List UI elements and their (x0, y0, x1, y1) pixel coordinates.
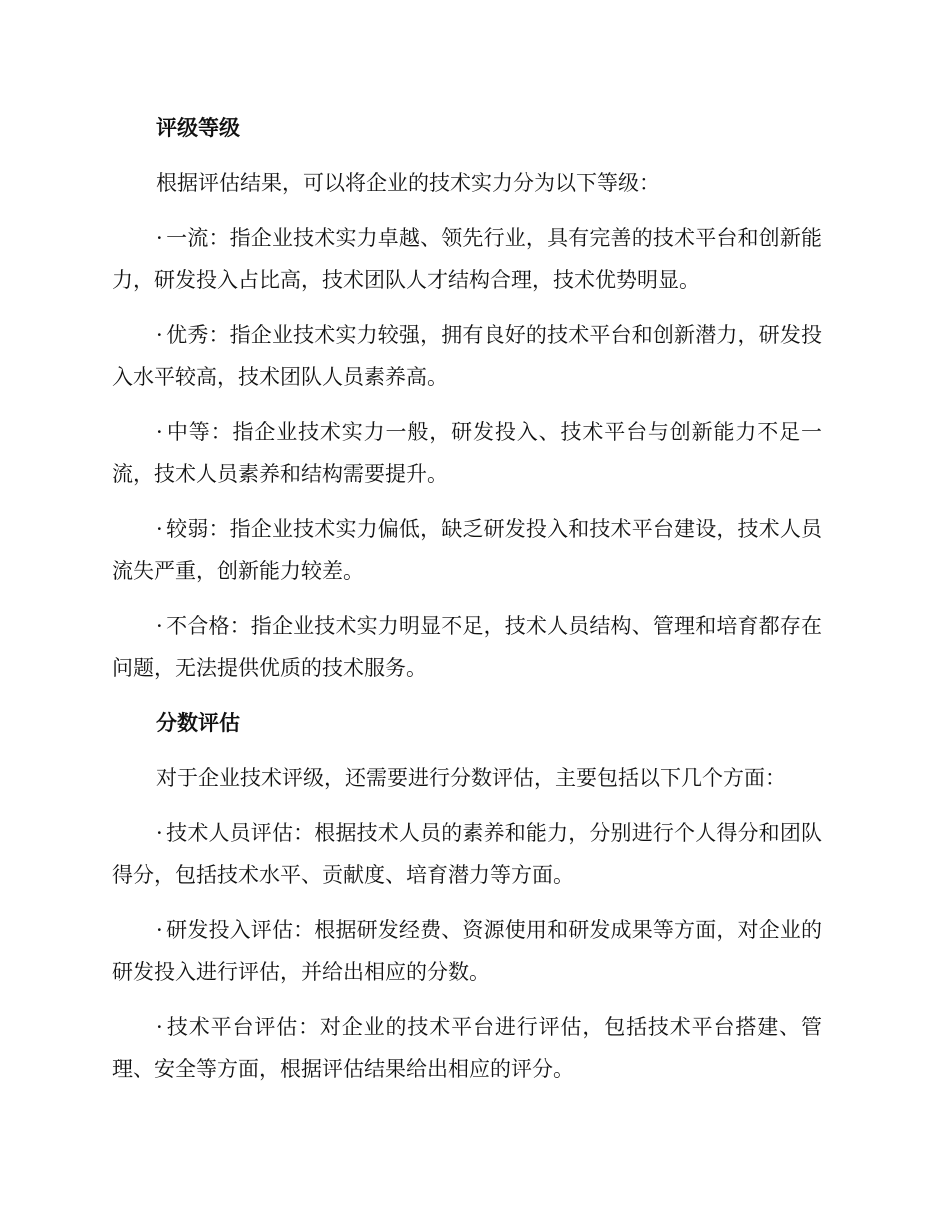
bullet-icon: · (156, 821, 163, 845)
bullet-item (112, 605, 822, 689)
document-page (112, 107, 822, 1103)
bullet-icon: · (156, 614, 163, 638)
bullet-text: 一流：指企业技术实力卓越、领先行业，具有完善的技术平台和创新能力，研发投入占比高，技术团队人才结构合理，技术优势明显。 (112, 226, 822, 292)
bullet-icon: · (156, 226, 163, 250)
bullet-text: 优秀：指企业技术实力较强，拥有良好的技术平台和创新潜力，研发投入水平较高，技术团队人员素养高。 (112, 323, 822, 389)
bullet-item (112, 909, 822, 993)
bullet-icon: · (156, 1015, 163, 1039)
bullet-icon: · (156, 918, 163, 942)
bullet-text: 研发投入评估：根据研发经费、资源使用和研发成果等方面，对企业的研发投入进行评估，并给出相应的分数。 (112, 918, 822, 984)
section-score-evaluation (112, 702, 822, 1090)
section-intro: 根据评估结果，可以将企业的技术实力分为以下等级： (156, 171, 660, 195)
section-heading: 分数评估 (156, 710, 240, 735)
bullet-text: 技术人员评估：根据技术人员的素养和能力，分别进行个人得分和团队得分，包括技术水平、贡献度、培育潜力等方面。 (112, 821, 822, 887)
bullet-item (112, 1006, 822, 1090)
bullet-text: 技术平台评估：对企业的技术平台进行评估，包括技术平台搭建、管理、安全等方面，根据评估结果给出相应的评分。 (112, 1015, 822, 1081)
bullet-icon: · (156, 420, 163, 444)
section-rating-levels (112, 107, 822, 689)
bullet-icon: · (156, 323, 163, 347)
section-intro: 对于企业技术评级，还需要进行分数评估，主要包括以下几个方面： (156, 766, 786, 790)
bullet-text: 不合格：指企业技术实力明显不足，技术人员结构、管理和培育都存在问题，无法提供优质的技术服务。 (112, 614, 822, 680)
section-heading: 评级等级 (156, 115, 240, 140)
bullet-item (112, 812, 822, 896)
bullet-item (112, 508, 822, 592)
bullet-text: 较弱：指企业技术实力偏低，缺乏研发投入和技术平台建设，技术人员流失严重，创新能力较差。 (112, 517, 822, 583)
bullet-item (112, 411, 822, 495)
bullet-text: 中等：指企业技术实力一般，研发投入、技术平台与创新能力不足一流，技术人员素养和结构需要提升。 (112, 420, 822, 486)
bullet-item (112, 314, 822, 398)
bullet-icon: · (156, 517, 163, 541)
bullet-item (112, 217, 822, 301)
